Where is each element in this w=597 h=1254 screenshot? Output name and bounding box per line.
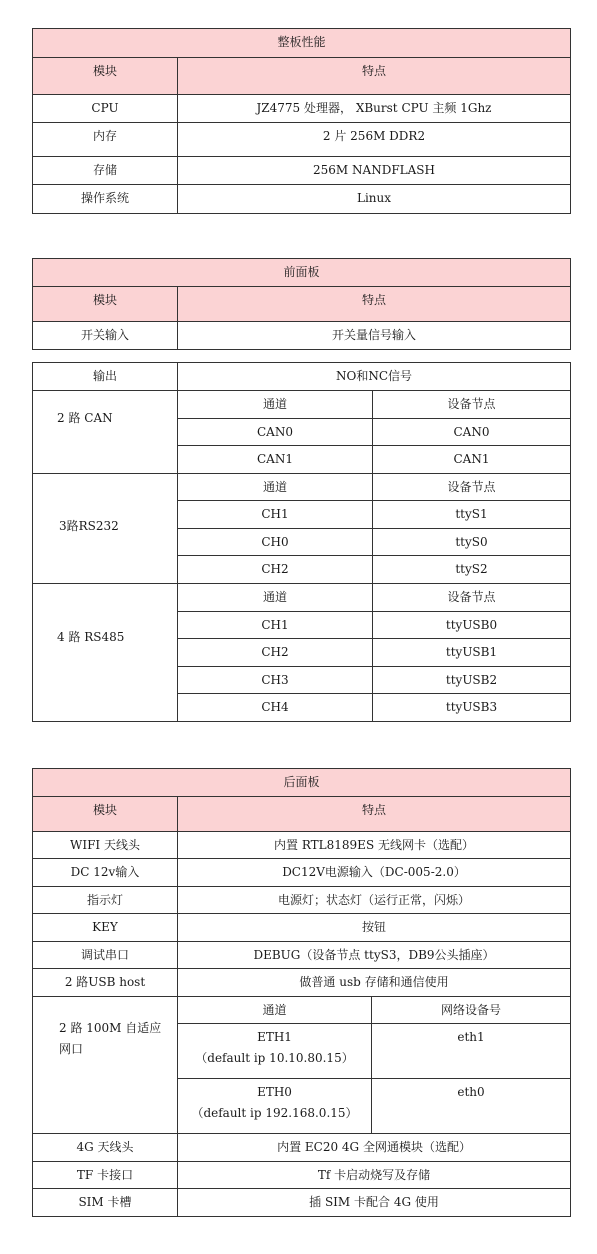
node-cell: ttyUSB1 bbox=[373, 639, 571, 667]
channel-header: 通道 bbox=[178, 997, 372, 1024]
rear-panel-table bbox=[32, 768, 571, 1217]
module-cell: 开关输入 bbox=[33, 322, 178, 350]
node-cell: ttyS1 bbox=[373, 501, 571, 529]
ethernet-label bbox=[33, 997, 178, 1134]
header-module: 模块 bbox=[33, 287, 178, 322]
channel-cell: CH4 bbox=[178, 694, 373, 722]
table-row bbox=[33, 584, 571, 612]
node-header: 设备节点 bbox=[373, 584, 571, 612]
node-cell: CAN0 bbox=[373, 419, 571, 446]
ethernet-label-line1: 2 路 100M 自适应 bbox=[59, 1021, 162, 1035]
can-label: 2 路 CAN bbox=[33, 391, 178, 474]
channel-name: ETH0 bbox=[257, 1085, 292, 1099]
table-row bbox=[33, 157, 571, 185]
feature-cell: 开关量信号输入 bbox=[178, 322, 571, 350]
ethernet-label-line2: 网口 bbox=[59, 1042, 84, 1056]
table-row bbox=[33, 123, 571, 157]
table-row bbox=[33, 859, 571, 887]
feature-cell: 2 片 256M DDR2 bbox=[178, 123, 571, 157]
table-row bbox=[33, 1162, 571, 1189]
table-title: 前面板 bbox=[33, 259, 571, 287]
channel-cell: CH2 bbox=[178, 556, 373, 584]
front-panel-table bbox=[32, 258, 571, 350]
channel-header: 通道 bbox=[178, 391, 373, 419]
table-row bbox=[33, 95, 571, 123]
feature-cell: 内置 EC20 4G 全网通模块（选配） bbox=[178, 1134, 571, 1162]
channel-cell: CAN0 bbox=[178, 419, 373, 446]
feature-cell: JZ4775 处理器， XBurst CPU 主频 1Ghz bbox=[178, 95, 571, 123]
feature-cell: Tf 卡启动烧写及存储 bbox=[178, 1162, 571, 1189]
table-row bbox=[33, 887, 571, 914]
module-cell: 4G 天线头 bbox=[33, 1134, 178, 1162]
table-title: 后面板 bbox=[33, 769, 571, 797]
feature-cell: DEBUG（设备节点 ttyS3，DB9公头插座） bbox=[178, 942, 571, 969]
table-title: 整板性能 bbox=[33, 29, 571, 58]
node-cell: ttyUSB0 bbox=[373, 612, 571, 639]
feature-cell: 做普通 usb 存储和通信使用 bbox=[178, 969, 571, 997]
channel-cell: CH3 bbox=[178, 667, 373, 694]
channel-name: ETH1 bbox=[257, 1030, 292, 1044]
table-row bbox=[33, 322, 571, 350]
channel-cell: CH0 bbox=[178, 529, 373, 556]
output-value: NO和NC信号 bbox=[178, 363, 571, 391]
rs232-label: 3路RS232 bbox=[33, 474, 178, 584]
header-module: 模块 bbox=[33, 58, 178, 95]
rs485-label: 4 路 RS485 bbox=[33, 584, 178, 722]
feature-cell: 电源灯；状态灯（运行正常，闪烁） bbox=[178, 887, 571, 914]
feature-cell: 按钮 bbox=[178, 914, 571, 942]
header-feature: 特点 bbox=[178, 58, 571, 95]
table-row bbox=[33, 1134, 571, 1162]
io-ports-table bbox=[32, 362, 571, 722]
table-row bbox=[33, 942, 571, 969]
node-cell: CAN1 bbox=[373, 446, 571, 474]
header-feature: 特点 bbox=[178, 797, 571, 832]
table-row bbox=[33, 1189, 571, 1217]
netdev-cell: eth0 bbox=[372, 1079, 571, 1134]
node-header: 设备节点 bbox=[373, 474, 571, 501]
module-cell: 存储 bbox=[33, 157, 178, 185]
feature-cell: 内置 RTL8189ES 无线网卡（选配） bbox=[178, 832, 571, 859]
table-row bbox=[33, 914, 571, 942]
module-cell: 内存 bbox=[33, 123, 178, 157]
header-feature: 特点 bbox=[178, 287, 571, 322]
default-ip: （default ip 10.10.80.15） bbox=[195, 1051, 354, 1065]
table-row bbox=[33, 474, 571, 501]
table-row bbox=[33, 997, 571, 1024]
channel-cell: CH1 bbox=[178, 612, 373, 639]
node-cell: ttyS0 bbox=[373, 529, 571, 556]
channel-cell: CH2 bbox=[178, 639, 373, 667]
netdev-header: 网络设备号 bbox=[372, 997, 571, 1024]
table-row bbox=[33, 969, 571, 997]
node-cell: ttyUSB3 bbox=[373, 694, 571, 722]
channel-cell: CAN1 bbox=[178, 446, 373, 474]
module-cell: TF 卡接口 bbox=[33, 1162, 178, 1189]
module-cell: 2 路USB host bbox=[33, 969, 178, 997]
table-row bbox=[33, 185, 571, 214]
feature-cell: 256M NANDFLASH bbox=[178, 157, 571, 185]
module-cell: 操作系统 bbox=[33, 185, 178, 214]
module-cell: KEY bbox=[33, 914, 178, 942]
module-cell: 调试串口 bbox=[33, 942, 178, 969]
table-row bbox=[33, 391, 571, 419]
channel-header: 通道 bbox=[178, 584, 373, 612]
output-label: 输出 bbox=[33, 363, 178, 391]
module-cell: WIFI 天线头 bbox=[33, 832, 178, 859]
node-header: 设备节点 bbox=[373, 391, 571, 419]
header-module: 模块 bbox=[33, 797, 178, 832]
module-cell: DC 12v输入 bbox=[33, 859, 178, 887]
default-ip: （default ip 192.168.0.15） bbox=[191, 1106, 358, 1120]
channel-cell bbox=[178, 1024, 372, 1079]
module-cell: SIM 卡槽 bbox=[33, 1189, 178, 1217]
node-cell: ttyUSB2 bbox=[373, 667, 571, 694]
feature-cell: DC12V电源输入（DC-005-2.0） bbox=[178, 859, 571, 887]
feature-cell: Linux bbox=[178, 185, 571, 214]
module-cell: 指示灯 bbox=[33, 887, 178, 914]
channel-header: 通道 bbox=[178, 474, 373, 501]
channel-cell: CH1 bbox=[178, 501, 373, 529]
feature-cell: 插 SIM 卡配合 4G 使用 bbox=[178, 1189, 571, 1217]
table-row bbox=[33, 832, 571, 859]
board-performance-table bbox=[32, 28, 571, 214]
table-row bbox=[33, 363, 571, 391]
module-cell: CPU bbox=[33, 95, 178, 123]
netdev-cell: eth1 bbox=[372, 1024, 571, 1079]
node-cell: ttyS2 bbox=[373, 556, 571, 584]
channel-cell bbox=[178, 1079, 372, 1134]
